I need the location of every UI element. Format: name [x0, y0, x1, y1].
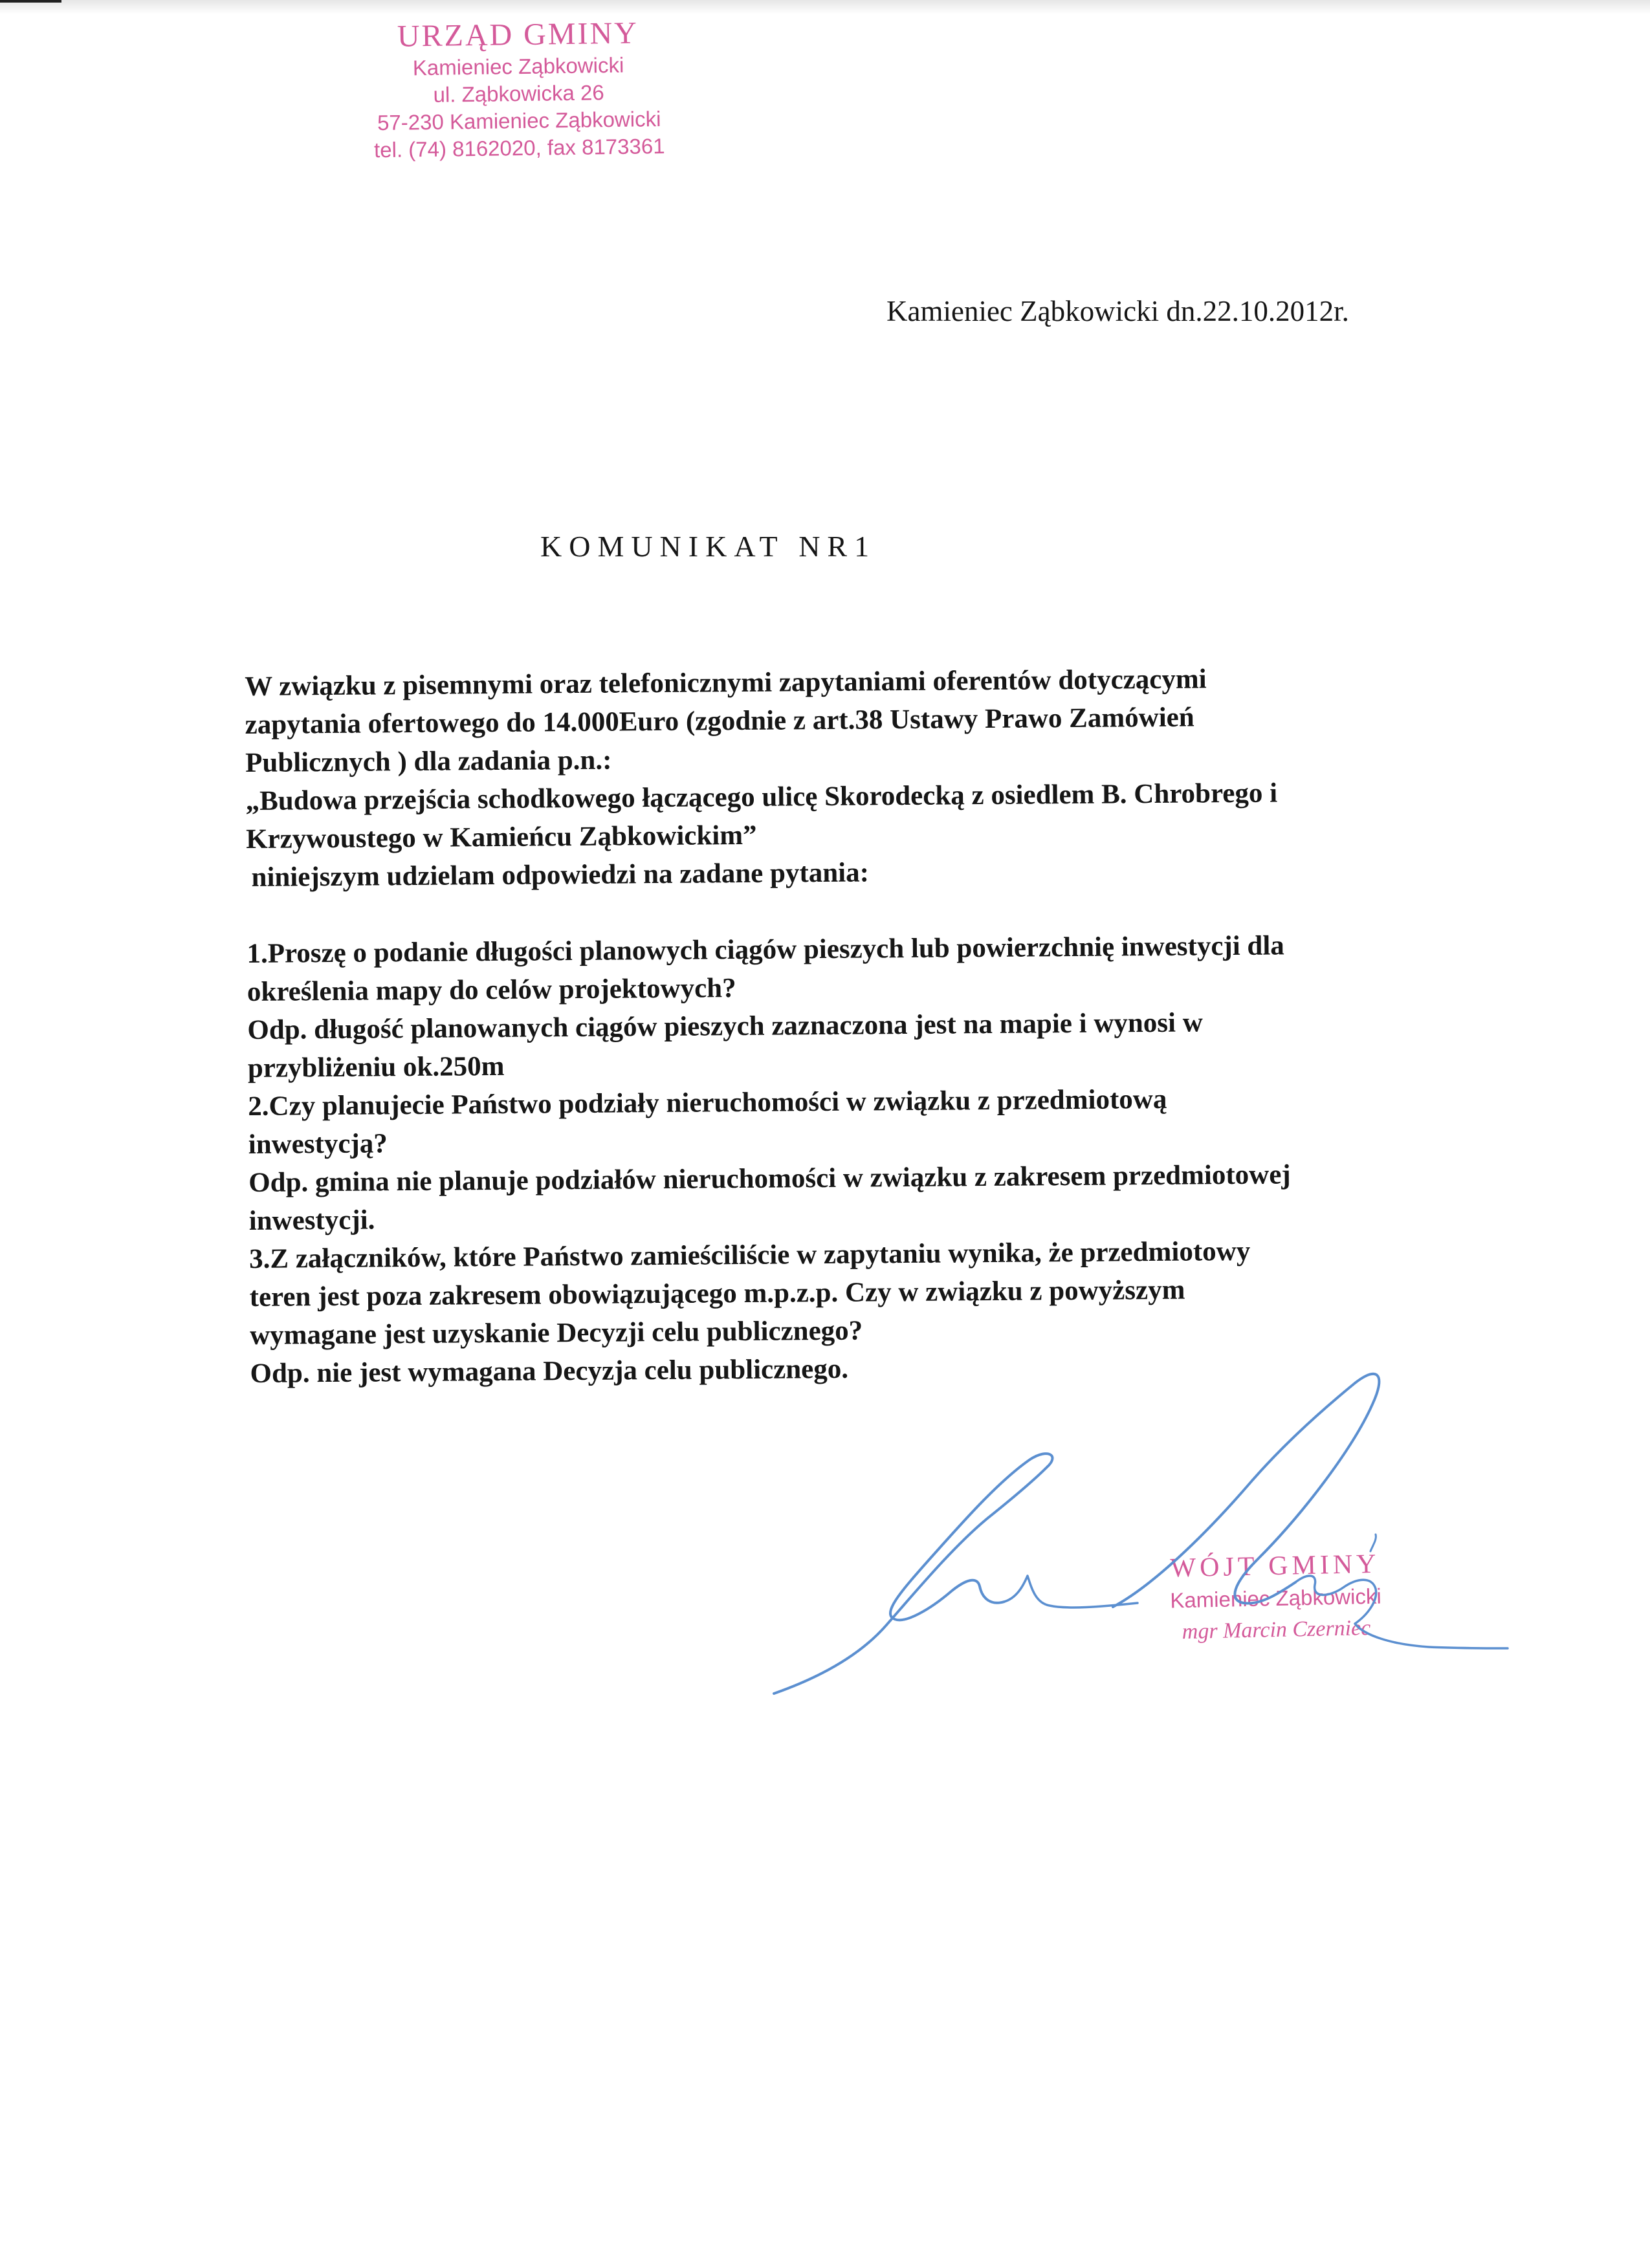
question-line: wymagane jest uzyskanie Decyzji celu publicznego?	[249, 1315, 863, 1351]
question-line: określenia mapy do celów projektowych?	[247, 973, 736, 1007]
question-line: 3.Z załączników, które Państwo zamieściliście w zapytaniu wynika, że przedmiotowy	[248, 1236, 1251, 1274]
task-name-line: Krzywoustego w Kamieńcu Ząbkowickim”	[245, 820, 757, 855]
handwritten-signature	[764, 1346, 1514, 1708]
intro-line: W związku z pisemnymi oraz telefonicznymi zapytaniami oferentów dotyczącymi	[245, 664, 1207, 702]
intro-line: Publicznych ) dla zadania p.n.:	[245, 745, 612, 778]
question-line: 2.Czy planujecie Państwo podziały nieruchomości w związku z przedmiotową	[248, 1084, 1167, 1122]
document-title: KOMUNIKAT NR1	[540, 530, 877, 563]
question-line: teren jest poza zakresem obowiązującego m.p.z.p. Czy w związku z powyższym	[249, 1274, 1185, 1313]
question-line: 1.Proszę o podanie długości planowych ciągów pieszych lub powierzchnię inwestycji dla	[247, 930, 1285, 969]
answer-line: przybliżeniu ok.250m	[247, 1051, 505, 1084]
stamp-official-title: WÓJT GMINY	[1170, 1549, 1380, 1584]
answer-line: Odp. gmina nie planuje podziałów nieruchomości w związku z zakresem przedmiotowej	[248, 1159, 1291, 1198]
stamp-street: ul. Ząbkowicka 26	[433, 80, 604, 107]
answer-line: Odp. długość planowanych ciągów pieszych zaznaczona jest na mapie i wynosi w	[247, 1007, 1203, 1045]
place-date: Kamieniec Ząbkowicki dn.22.10.2012r.	[886, 295, 1349, 327]
task-name-line: „Budowa przejścia schodkowego łączącego ulicę Skorodecką z osiedlem B. Chrobrego i	[245, 778, 1278, 816]
document-body	[245, 657, 1532, 1393]
stamp-organization: URZĄD GMINY	[397, 16, 639, 54]
stamp-official-place: Kamieniec Ząbkowicki	[1169, 1584, 1382, 1613]
intro-line: zapytania ofertowego do 14.000Euro (zgodnie z art.38 Ustawy Prawo Zamówień	[245, 702, 1194, 740]
stamp-official-name: mgr Marcin Czerniec	[1182, 1616, 1371, 1644]
stamp-phone: tel. (74) 8162020, fax 8173361	[373, 133, 665, 162]
answer-line: Odp. nie jest wymagana Decyzja celu publicznego.	[250, 1353, 849, 1389]
question-line: inwestycją?	[248, 1128, 388, 1160]
scan-mark	[0, 0, 61, 3]
answer-line: inwestycji.	[248, 1205, 375, 1236]
stamp-postcode: 57-230 Kamieniec Ząbkowicki	[377, 107, 661, 135]
intro-line: niniejszym udzielam odpowiedzi na zadane pytania:	[251, 857, 870, 893]
scan-edge	[0, 0, 1650, 14]
signature-block	[764, 1346, 1514, 1708]
stamp-town: Kamieniec Ząbkowicki	[412, 52, 624, 80]
office-header-stamp	[336, 14, 701, 164]
